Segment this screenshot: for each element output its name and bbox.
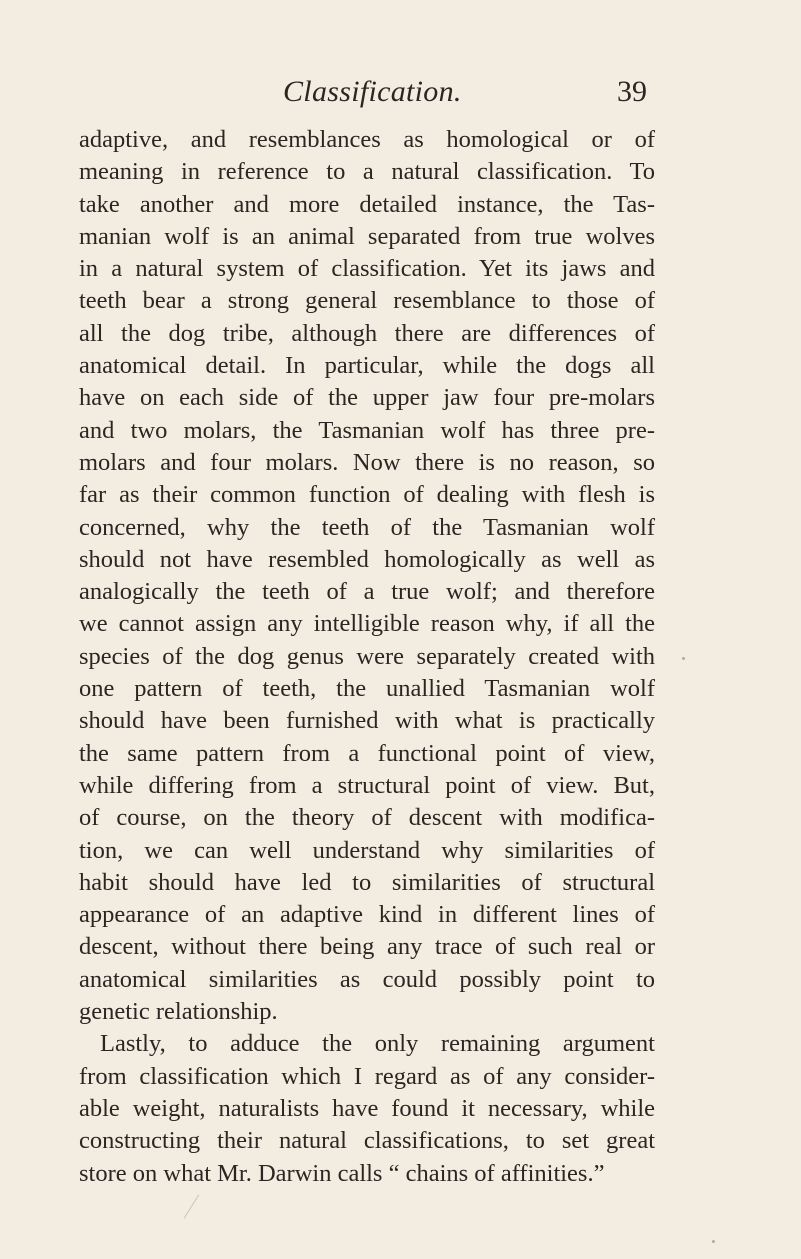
body-text	[79, 124, 655, 1190]
text-line: should not have resembled homologically as well as	[79, 545, 655, 573]
text-line: analogically the teeth of a true wolf; and therefore	[79, 578, 655, 606]
text-line: the same pattern from a functional point of view,	[79, 739, 655, 767]
text-line: of course, on the theory of descent with modifica-	[79, 804, 655, 832]
text-line: meaning in reference to a natural classification. To	[79, 158, 655, 186]
text-line: from classification which I regard as of any consider-	[79, 1062, 655, 1090]
text-line: molars and four molars. Now there is no reason, so	[79, 448, 655, 476]
page-number: 39	[617, 75, 647, 108]
text-line: genetic relationship.	[79, 998, 278, 1026]
text-line: far as their common function of dealing with flesh is	[79, 481, 655, 509]
text-line: anatomical similarities as could possibly point to	[79, 965, 655, 993]
text-line: concerned, why the teeth of the Tasmanian wolf	[79, 513, 655, 541]
text-line: and two molars, the Tasmanian wolf has three pre-	[79, 416, 655, 444]
text-line: Lastly, to adduce the only remaining argument	[100, 1030, 655, 1058]
text-line: while differing from a structural point of view. But,	[79, 771, 655, 799]
text-line: should have been furnished with what is practically	[79, 707, 655, 735]
paper-scratch	[184, 1194, 200, 1218]
text-line: we cannot assign any intelligible reason why, if all the	[79, 610, 655, 638]
running-title: Classification.	[283, 75, 462, 108]
text-line: constructing their natural classifications, to set great	[79, 1127, 655, 1155]
text-line: take another and more detailed instance, the Tas-	[79, 190, 655, 218]
text-line: in a natural system of classification. Yet its jaws and	[79, 255, 655, 283]
text-line: have on each side of the upper jaw four pre-molars	[79, 384, 655, 412]
text-line: teeth bear a strong general resemblance to those of	[79, 287, 655, 315]
running-head	[0, 72, 801, 122]
text-line: store on what Mr. Darwin calls “ chains of affinities.”	[79, 1159, 605, 1187]
text-line: appearance of an adaptive kind in different lines of	[79, 901, 655, 929]
text-line: habit should have led to similarities of structural	[79, 868, 655, 896]
paper-speck	[712, 1240, 715, 1243]
text-line: adaptive, and resemblances as homological or of	[79, 126, 655, 153]
text-line: descent, without there being any trace of such real or	[79, 933, 655, 961]
text-line: manian wolf is an animal separated from true wolves	[79, 222, 655, 250]
text-line: all the dog tribe, although there are differences of	[79, 319, 655, 347]
text-line: species of the dog genus were separately created with	[79, 642, 655, 670]
text-line: tion, we can well understand why similarities of	[79, 836, 655, 864]
paper-speck	[682, 657, 685, 660]
text-line: anatomical detail. In particular, while the dogs all	[79, 352, 655, 380]
text-line: one pattern of teeth, the unallied Tasmanian wolf	[79, 675, 655, 703]
text-line: able weight, naturalists have found it necessary, while	[79, 1094, 655, 1122]
